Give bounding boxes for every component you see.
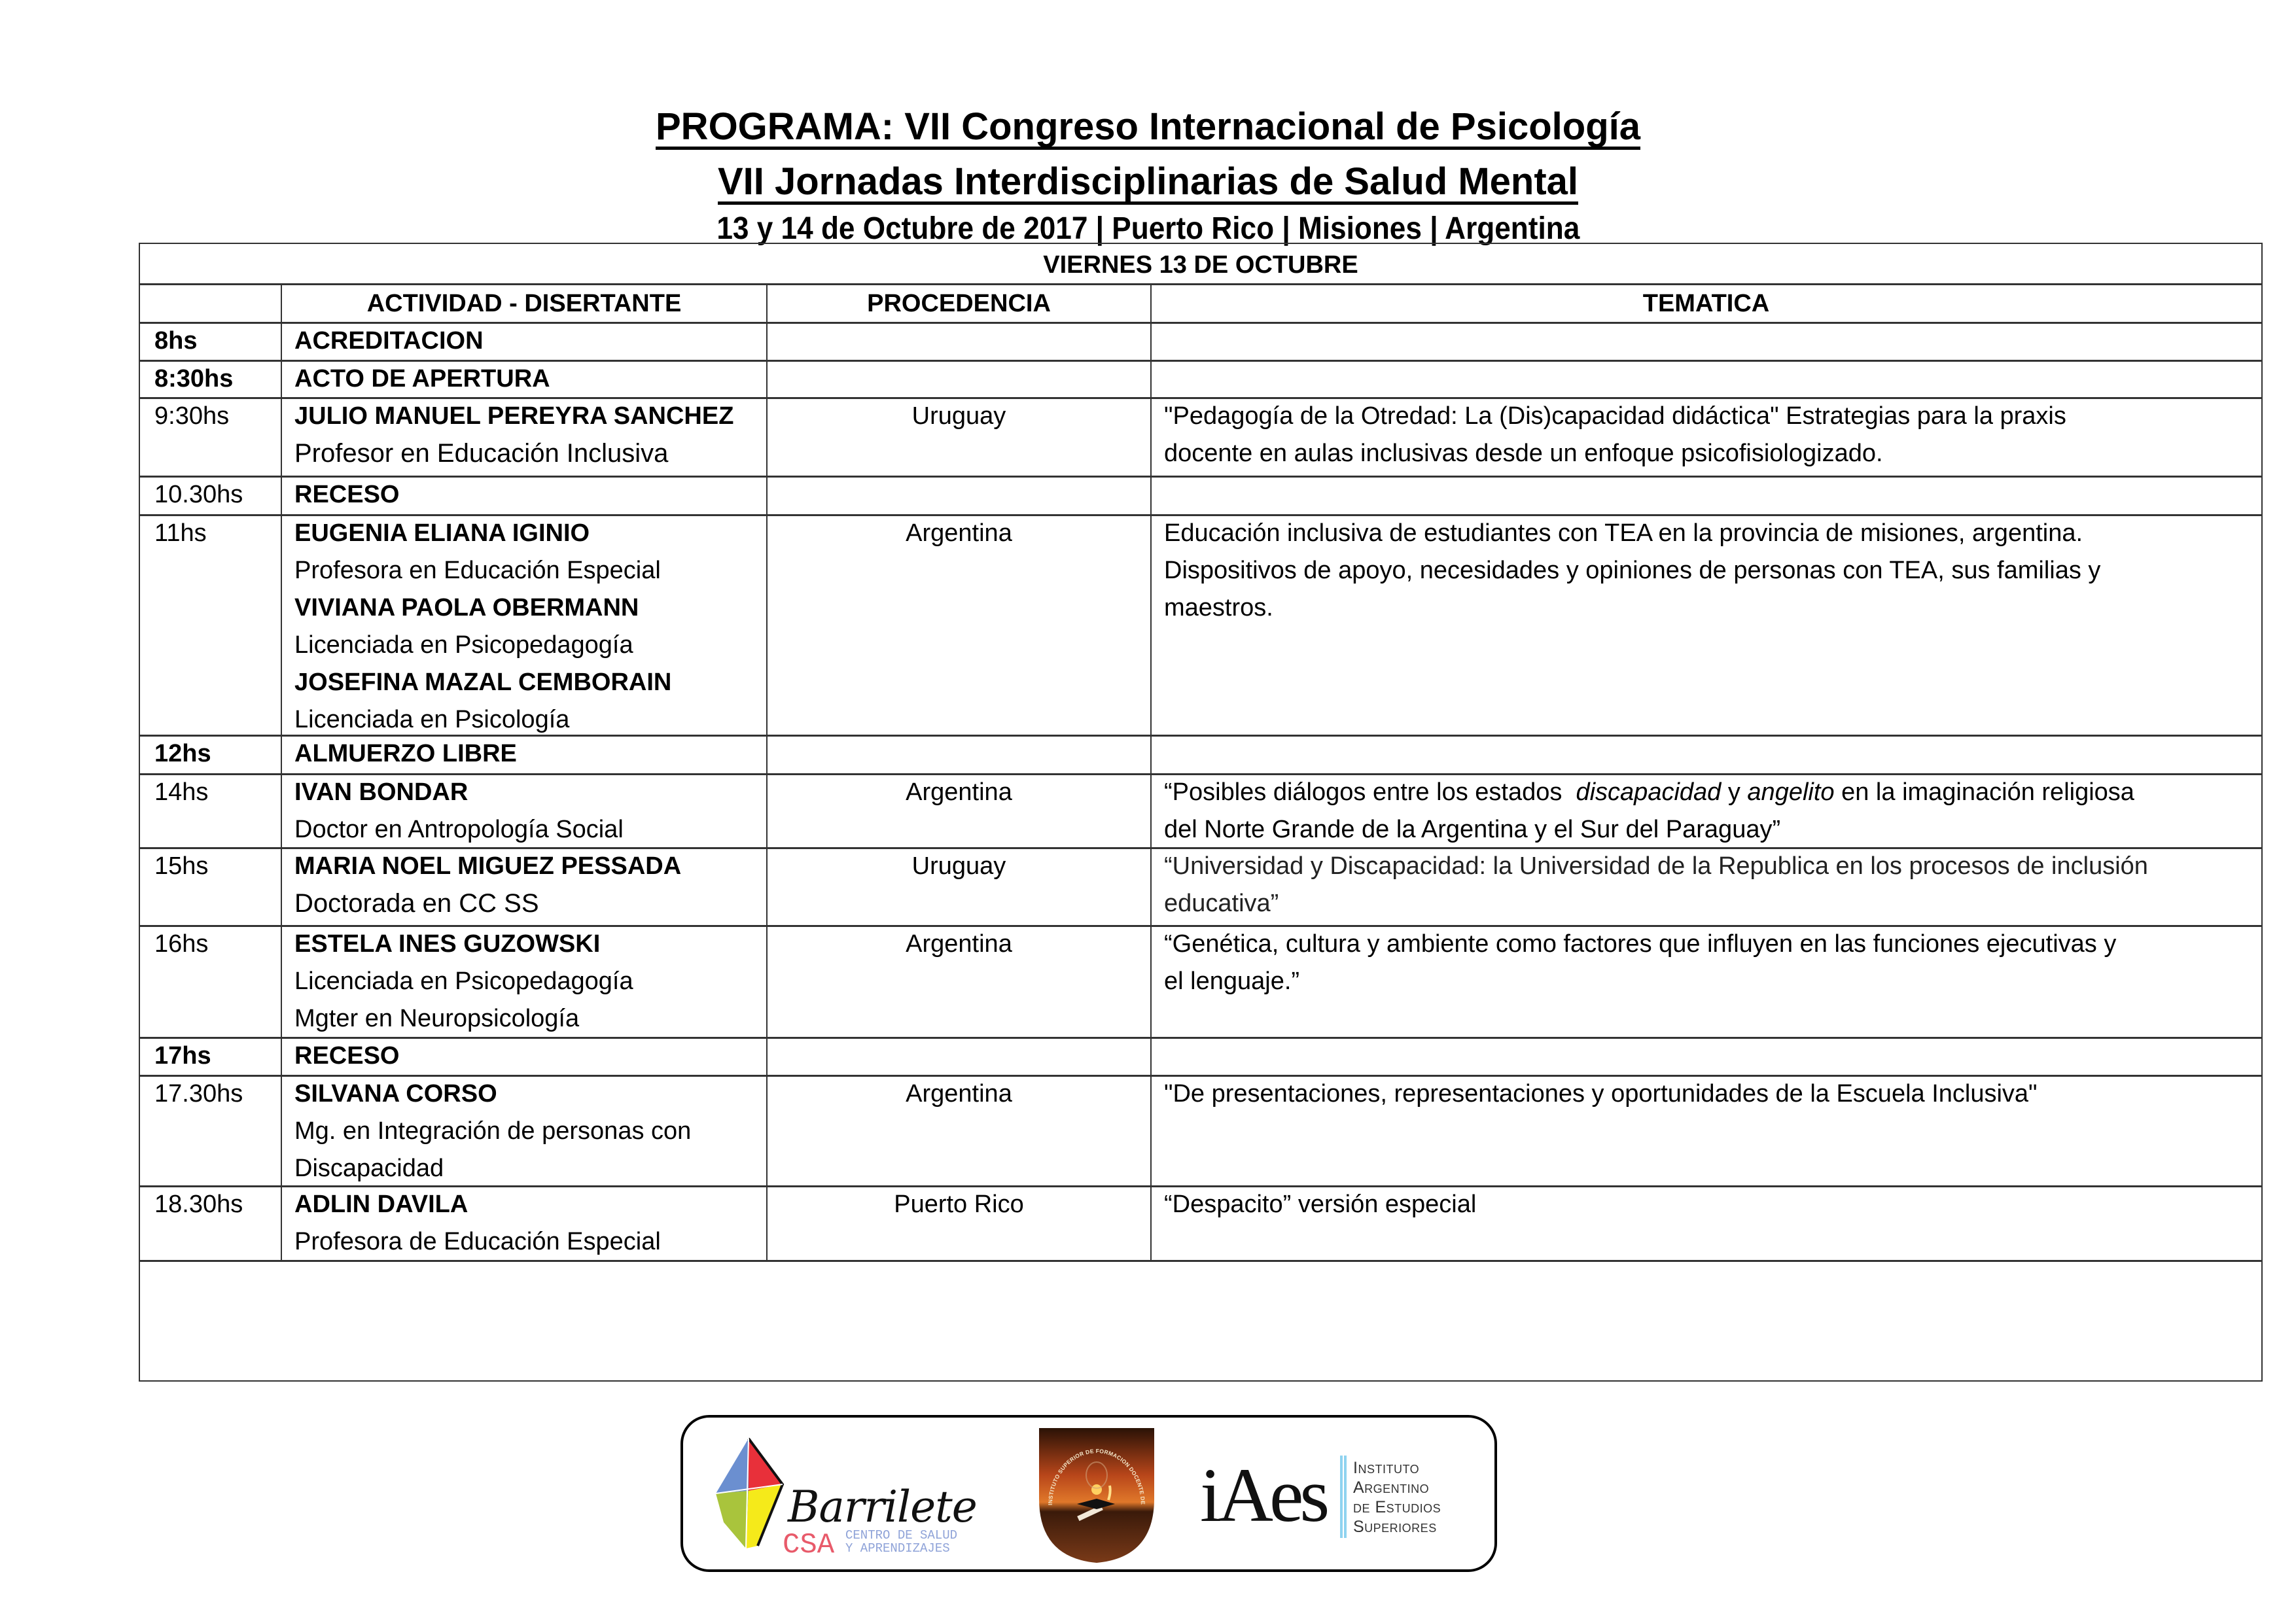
table-row — [140, 1038, 2261, 1075]
topic-emphasis: discapacidad — [1576, 778, 1722, 806]
speaker-name: ACREDITACION — [294, 327, 484, 355]
iaes-line-3: de Estudios — [1353, 1498, 1441, 1516]
time-cell: 15hs — [154, 852, 209, 880]
topic-cell — [1164, 398, 2257, 472]
speaker-name: ALMUERZO LIBRE — [294, 740, 517, 767]
activity-cell — [294, 1038, 766, 1075]
time-cell: 10.30hs — [154, 481, 243, 508]
speaker-title: Doctorada en CC SS — [294, 889, 539, 918]
time-cell: 8:30hs — [154, 365, 234, 393]
table-row — [140, 323, 2261, 360]
speaker-title: Licenciada en Psicopedagogía — [294, 631, 633, 659]
activity-cell — [294, 848, 766, 922]
time-cell: 18.30hs — [154, 1191, 243, 1218]
activity-cell — [294, 1075, 766, 1187]
iaes-name — [1353, 1458, 1441, 1537]
isfd-ituzaingo-crest — [1038, 1427, 1156, 1564]
speaker-title: Profesor en Educación Inclusiva — [294, 439, 669, 468]
iaes-wordmark: iAes — [1200, 1452, 1326, 1538]
speaker-title: Profesora en Educación Especial — [294, 557, 661, 584]
time-cell: 12hs — [154, 740, 211, 767]
activity-cell — [294, 926, 766, 1038]
origin-cell: Argentina — [906, 778, 1012, 806]
topic-line: educativa” — [1164, 890, 1279, 917]
topic-cell — [1164, 1075, 2257, 1113]
table-row — [140, 476, 2261, 515]
speaker-name: JOSEFINA MAZAL CEMBORAIN — [294, 669, 672, 696]
sponsor-logos-box — [680, 1415, 1497, 1572]
csa-subtitle-line-2: Y APRENDIZAJES — [845, 1541, 950, 1556]
time-cell: 16hs — [154, 930, 209, 958]
iaes-line-4: Superiores — [1353, 1518, 1437, 1536]
title-congreso: PROGRAMA: VII Congreso Internacional de Psicología — [656, 107, 1640, 150]
crest-icon — [1038, 1427, 1156, 1564]
activity-cell — [294, 1186, 766, 1261]
table-row-divider — [140, 283, 2261, 285]
topic-line: el lenguaje.” — [1164, 968, 1300, 995]
table-row — [140, 1186, 2261, 1261]
topic-emphasis: angelito — [1747, 778, 1835, 806]
speaker-title: Doctor en Antropología Social — [294, 816, 624, 843]
table-row — [140, 735, 2261, 774]
speaker-title: Discapacidad — [294, 1155, 444, 1182]
speaker-title: Profesora de Educación Especial — [294, 1228, 661, 1255]
topic-line: “Despacito” versión especial — [1164, 1191, 1477, 1218]
speaker-name: MARIA NOEL MIGUEZ PESSADA — [294, 852, 682, 880]
schedule-table — [139, 243, 2263, 1382]
speaker-title: Licenciada en Psicología — [294, 706, 570, 733]
table-row — [140, 926, 2261, 1038]
time-cell: 14hs — [154, 778, 209, 806]
table-row — [140, 515, 2261, 735]
topic-line: "Pedagogía de la Otredad: La (Dis)capacidad didáctica" Estrategias para la praxis — [1164, 402, 2066, 430]
column-header-topic: TEMATICA — [1642, 290, 1770, 317]
topic-line: docente en aulas inclusivas desde un enfoque psicofisiologizado. — [1164, 440, 1883, 467]
csa-acronym: CSA — [783, 1529, 835, 1562]
topic-line: Educación inclusiva de estudiantes con TEA en la provincia de misiones, argentina. — [1164, 519, 2083, 547]
iaes-divider-bar — [1340, 1456, 1347, 1538]
topic-cell — [1164, 774, 2257, 848]
speaker-name: EUGENIA ELIANA IGINIO — [294, 519, 590, 547]
origin-cell: Puerto Rico — [894, 1191, 1024, 1218]
speaker-name: RECESO — [294, 1042, 400, 1070]
topic-cell — [1164, 926, 2257, 1000]
iaes-line-2: Argentino — [1353, 1478, 1430, 1497]
origin-cell: Uruguay — [911, 402, 1006, 430]
speaker-name: VIVIANA PAOLA OBERMANN — [294, 594, 639, 621]
topic-cell — [1164, 848, 2257, 922]
topic-text: “Posibles diálogos entre los estados — [1164, 778, 1576, 806]
speaker-name: ESTELA INES GUZOWSKI — [294, 930, 601, 958]
topic-text: y — [1721, 778, 1748, 806]
title-line-1 — [0, 105, 2296, 150]
table-row — [140, 848, 2261, 926]
topic-line — [1164, 774, 2257, 811]
speaker-name: SILVANA CORSO — [294, 1080, 497, 1108]
table-row — [140, 774, 2261, 848]
speaker-title: Mg. en Integración de personas con — [294, 1117, 692, 1145]
speaker-title: Licenciada en Psicopedagogía — [294, 968, 633, 995]
barrilete-logo — [709, 1431, 984, 1562]
activity-cell — [294, 774, 766, 848]
table-row — [140, 398, 2261, 476]
time-cell: 8hs — [154, 327, 198, 355]
origin-cell: Argentina — [906, 1080, 1012, 1108]
topic-cell — [1164, 515, 2257, 627]
time-cell: 9:30hs — [154, 402, 230, 430]
column-header-origin: PROCEDENCIA — [867, 290, 1051, 317]
speaker-name: ACTO DE APERTURA — [294, 365, 550, 393]
topic-line: “Genética, cultura y ambiente como factores que influyen en las funciones ejecutivas y — [1164, 930, 2117, 958]
speaker-name: RECESO — [294, 481, 400, 508]
time-cell: 11hs — [154, 519, 207, 547]
csa-subtitle — [845, 1529, 957, 1555]
speaker-name: IVAN BONDAR — [294, 778, 468, 806]
topic-line: Dispositivos de apoyo, necesidades y opiniones de personas con TEA, sus familias y — [1164, 557, 2101, 584]
title-line-3 — [0, 211, 2296, 247]
iaes-line-1: Instituto — [1353, 1459, 1420, 1477]
title-jornadas: VII Jornadas Interdisciplinarias de Salud Mental — [718, 162, 1578, 205]
crest-arc-text: INSTITUTO SUPERIOR DE FORMACION DOCENTE DE — [1046, 1447, 1147, 1506]
barrilete-wordmark: Barrilete — [788, 1482, 977, 1532]
activity-cell — [294, 735, 766, 773]
time-cell: 17.30hs — [154, 1080, 243, 1108]
topic-line: del Norte Grande de la Argentina y el Sur del Paraguay” — [1164, 816, 1781, 843]
activity-cell — [294, 323, 766, 360]
activity-cell — [294, 476, 766, 514]
csa-subtitle-line-1: CENTRO DE SALUD — [845, 1528, 958, 1543]
table-row — [140, 1075, 2261, 1186]
title-date-location: 13 y 14 de Octubre de 2017 | Puerto Rico | Misiones | Argentina — [716, 211, 1580, 246]
origin-cell: Uruguay — [911, 852, 1006, 880]
column-header-activity: ACTIVIDAD - DISERTANTE — [366, 290, 682, 317]
topic-cell — [1164, 1186, 2257, 1223]
topic-line: "De presentaciones, representaciones y oportunidades de la Escuela Inclusiva" — [1164, 1080, 2038, 1108]
day-heading: VIERNES 13 DE OCTUBRE — [1043, 251, 1358, 279]
speaker-name: JULIO MANUEL PEREYRA SANCHEZ — [294, 402, 734, 430]
topic-line: maestros. — [1164, 594, 1273, 621]
activity-cell — [294, 360, 766, 398]
table-row — [140, 360, 2261, 398]
origin-cell: Argentina — [906, 519, 1012, 547]
topic-line: “Universidad y Discapacidad: la Universidad de la Republica en los procesos de inclusión — [1164, 852, 2148, 880]
topic-text: en la imaginación religiosa — [1834, 778, 2134, 806]
time-cell: 17hs — [154, 1042, 211, 1070]
origin-cell: Argentina — [906, 930, 1012, 958]
speaker-title: Mgter en Neuropsicología — [294, 1005, 580, 1032]
activity-cell — [294, 515, 766, 739]
activity-cell — [294, 398, 766, 472]
title-line-2 — [0, 160, 2296, 205]
speaker-name: ADLIN DAVILA — [294, 1191, 468, 1218]
